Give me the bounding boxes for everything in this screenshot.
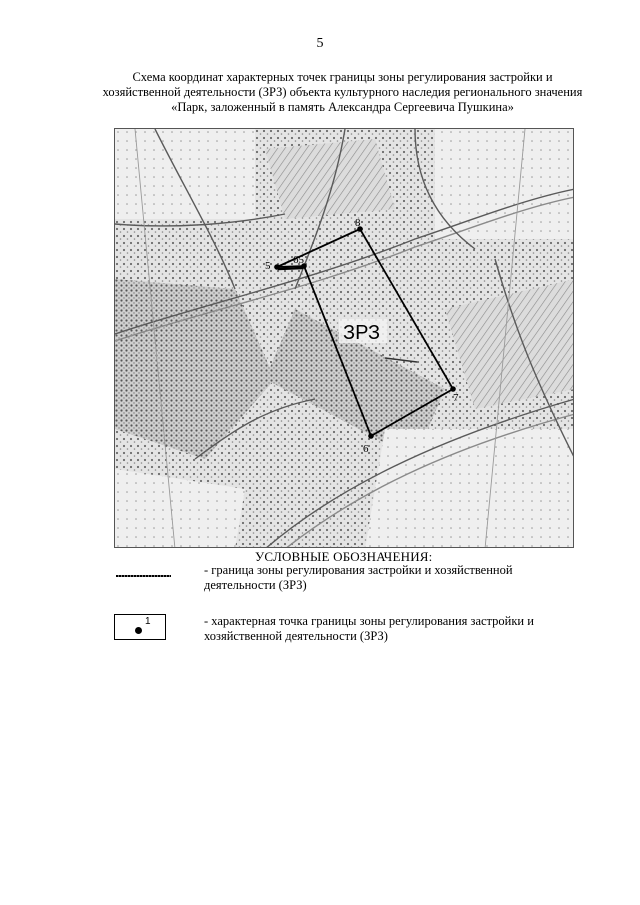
boundary-point-7[interactable] xyxy=(450,386,456,392)
point-label-7: 7 xyxy=(453,392,459,404)
point-label-65: 65 xyxy=(293,254,304,266)
map-area xyxy=(365,429,574,548)
page-number: 5 xyxy=(316,36,324,51)
legend-heading: УСЛОВНЫЕ ОБОЗНАЧЕНИЯ: xyxy=(255,549,433,564)
map-area xyxy=(435,129,574,239)
legend-point-text xyxy=(204,614,574,644)
point-symbol-label: 1 xyxy=(145,616,151,627)
boundary-line-symbol xyxy=(116,575,171,577)
map-area xyxy=(265,139,395,219)
legend-boundary-text xyxy=(204,563,574,593)
point-label-8: 8 xyxy=(355,217,361,229)
legend-point-line-2: хозяйственной деятельности (ЗРЗ) xyxy=(204,629,388,643)
scheme-title xyxy=(80,70,605,115)
map-frame[interactable] xyxy=(114,128,574,548)
point-label-6: 6 xyxy=(363,443,369,455)
point-label-5: 5 xyxy=(265,260,271,272)
legend-boundary-line-1: - граница зоны регулирования застройки и хозяйственной xyxy=(204,563,513,577)
zrz-boundary-segment xyxy=(278,268,303,269)
legend-point-line-1: - характерная точка границы зоны регулирования застройки и xyxy=(204,614,534,628)
title-line-2: хозяйственной деятельности (ЗРЗ) объекта культурного наследия регионального значения xyxy=(102,85,583,99)
zone-label: ЗРЗ xyxy=(343,322,381,344)
legend-boundary-line-2: деятельности (ЗРЗ) xyxy=(204,578,307,592)
title-line-1: Схема координат характерных точек границы зоны регулирования застройки и xyxy=(132,70,553,84)
point-symbol-box xyxy=(114,614,166,640)
boundary-point-6[interactable] xyxy=(368,433,374,439)
boundary-point-5[interactable] xyxy=(274,264,280,270)
point-symbol-icon xyxy=(135,627,142,634)
title-line-3: «Парк, заложенный в память Александра Сергеевича Пушкина» xyxy=(171,100,514,114)
map-canvas xyxy=(115,129,574,548)
